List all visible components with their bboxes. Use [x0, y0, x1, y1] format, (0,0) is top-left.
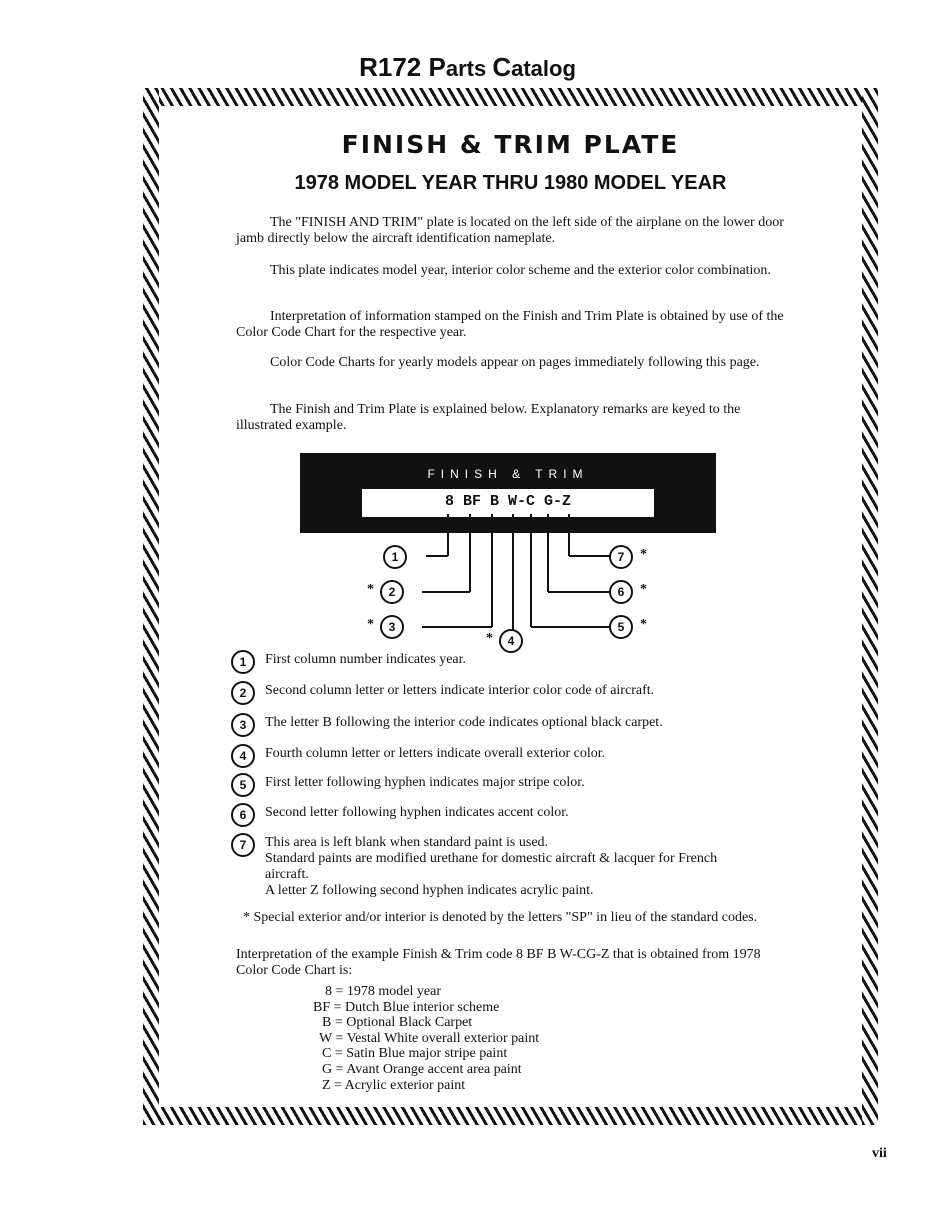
star-6: *: [640, 582, 647, 597]
item-text: Second column letter or letters indicate interior color code of aircraft.: [265, 683, 655, 698]
paragraph-4: Color Code Charts for yearly models appear on pages immediately following this page.: [270, 355, 760, 370]
header-arts: arts: [445, 56, 493, 81]
page-number: vii: [872, 1146, 887, 1161]
callout-4: 4: [499, 629, 523, 653]
hatched-border-left: [143, 88, 159, 1125]
item-number: 4: [231, 744, 255, 768]
item-text: Fourth column letter or letters indicate overall exterior color.: [265, 746, 606, 761]
item-text: [265, 835, 785, 899]
item-text: Second letter following hyphen indicates accent color.: [265, 805, 569, 820]
item-number: 7: [231, 833, 255, 857]
paragraph-2: This plate indicates model year, interior color scheme and the exterior color combination.: [270, 263, 771, 278]
item-text: The letter B following the interior code indicates optional black carpet.: [265, 715, 663, 730]
item-text: First letter following hyphen indicates major stripe color.: [265, 775, 585, 790]
legend-item: Z = Acrylic exterior paint: [322, 1077, 466, 1093]
item-7-line-2: Standard paints are modified urethane for domestic aircraft & lacquer for French aircraft.: [265, 851, 718, 882]
hatched-border-top: [143, 88, 878, 106]
paragraph-3: Interpretation of information stamped on the Finish and Trim Plate is obtained by use of the Color Code Chart for the respective year.: [236, 309, 784, 340]
header-c: C: [492, 52, 512, 82]
special-note: * Special exterior and/or interior is denoted by the letters "SP" in lieu of the standard codes.: [243, 910, 758, 925]
item-number: 1: [231, 650, 255, 674]
star-3: *: [367, 617, 374, 632]
item-number: 2: [231, 681, 255, 705]
paragraph-5: The Finish and Trim Plate is explained below. Explanatory remarks are keyed to the illustrated example.: [236, 402, 741, 433]
page-subtitle: 1978 MODEL YEAR THRU 1980 MODEL YEAR: [294, 172, 727, 194]
legend-item: G = Avant Orange accent area paint: [322, 1061, 522, 1077]
legend-item: BF = Dutch Blue interior scheme: [313, 999, 500, 1015]
header-prefix: R172: [359, 52, 429, 82]
legend-item: B = Optional Black Carpet: [322, 1015, 473, 1031]
plate-label: FINISH & TRIM: [427, 467, 589, 481]
star-5: *: [640, 617, 647, 632]
legend-item: 8 = 1978 model year: [325, 984, 441, 999]
header-p: P: [428, 52, 446, 82]
header-atalog: atalog: [511, 56, 576, 81]
callout-2: 2: [380, 580, 404, 604]
star-7: *: [640, 547, 647, 562]
item-number: 6: [231, 803, 255, 827]
hatched-border-right: [862, 88, 878, 1125]
item-text: First column number indicates year.: [265, 652, 467, 667]
callout-7: 7: [609, 545, 633, 569]
plate-code: 8 BF B W-C G-Z: [444, 493, 572, 510]
star-4: *: [486, 631, 493, 646]
star-2: *: [367, 582, 374, 597]
page-header: [0, 52, 935, 83]
code-legend: [313, 984, 633, 1093]
interpretation-text: Interpretation of the example Finish & Trim code 8 BF B W-CG-Z that is obtained from 1978 Color Code Chart is:: [236, 947, 761, 978]
paragraph-1: The "FINISH AND TRIM" plate is located on the left side of the airplane on the lower door jamb directly below the aircraft identification nameplate.: [236, 215, 784, 246]
item-number: 5: [231, 773, 255, 797]
hatched-border-bottom: [143, 1107, 878, 1125]
page-title: FINISH & TRIM PLATE: [341, 130, 680, 159]
item-7-line-1: This area is left blank when standard paint is used.: [265, 835, 549, 850]
item-7-line-3: A letter Z following second hyphen indicates acrylic paint.: [265, 883, 594, 898]
callout-3: 3: [380, 615, 404, 639]
callout-6: 6: [609, 580, 633, 604]
item-number: 3: [231, 713, 255, 737]
legend-item: C = Satin Blue major stripe paint: [322, 1046, 508, 1062]
callout-1: 1: [383, 545, 407, 569]
callout-5: 5: [609, 615, 633, 639]
legend-item: W = Vestal White overall exterior paint: [319, 1030, 540, 1046]
